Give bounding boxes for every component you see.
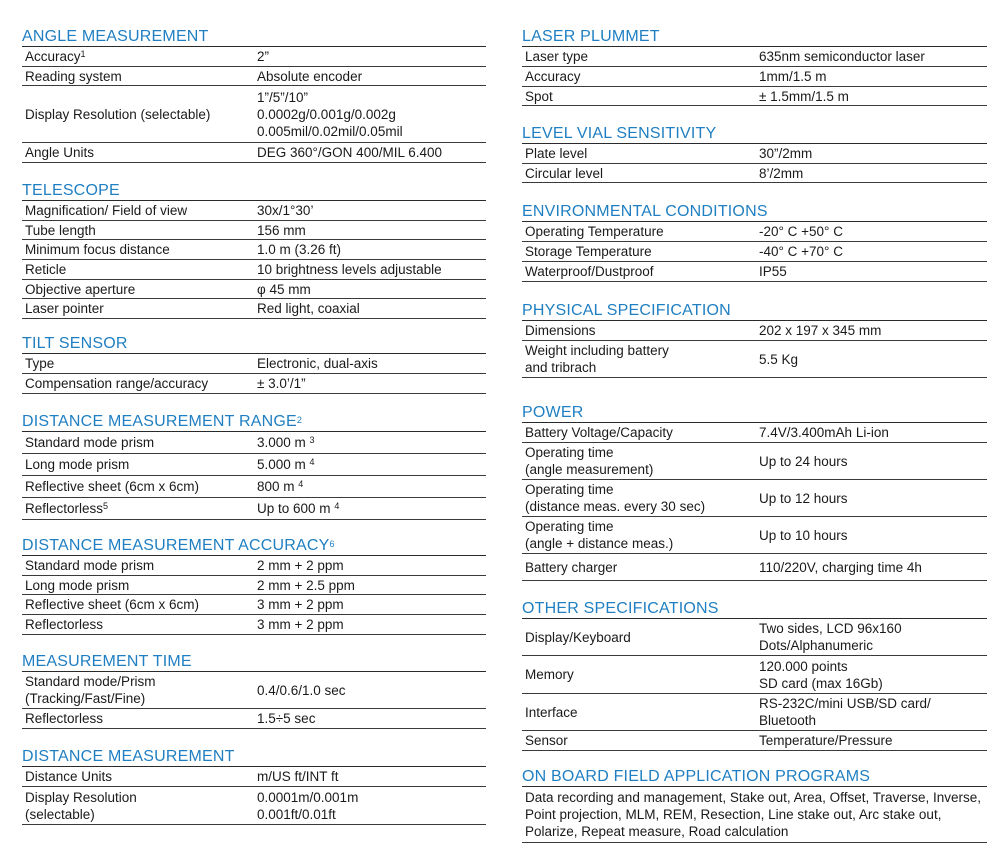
section-title-text: LEVEL VIAL SENSITIVITY	[522, 125, 717, 142]
spec-label	[25, 260, 66, 279]
section-title	[22, 653, 486, 671]
spec-value-text: 1mm/1.5 m	[759, 69, 827, 84]
spec-label	[25, 86, 210, 142]
spec-value-text: 5.000 m	[257, 457, 306, 472]
section-laser-plummet	[522, 28, 987, 106]
spec-row	[522, 321, 987, 341]
spec-table	[22, 671, 486, 729]
spec-row	[22, 672, 486, 709]
spec-label	[25, 556, 154, 575]
section-title	[22, 28, 486, 46]
spec-label-text: Memory	[525, 667, 574, 682]
spec-value-text: 0.4/0.6/1.0 sec	[257, 682, 346, 698]
spec-label	[25, 432, 154, 453]
section-title	[522, 203, 987, 221]
spec-label-text: Display Resolution (selectable)	[25, 789, 137, 822]
section-title-text: ANGLE MEASUREMENT	[22, 28, 209, 45]
spec-value-text: ± 3.0’/1”	[257, 376, 306, 391]
spec-row	[522, 144, 987, 164]
spec-row	[522, 262, 987, 282]
spec-label-text: Reflectorless	[25, 617, 104, 632]
spec-value-text: IP55	[759, 264, 787, 279]
spec-row	[22, 201, 486, 221]
spec-value	[759, 554, 985, 580]
section-distance-measurement	[22, 748, 486, 825]
spec-label	[525, 517, 673, 553]
spec-row	[522, 694, 987, 731]
spec-label-text: Reflective sheet (6cm x 6cm)	[25, 479, 200, 494]
spec-value-text: 5.5 Kg	[759, 351, 799, 367]
spec-value	[759, 517, 985, 553]
spec-value-text: 1.5÷5 sec	[257, 711, 316, 726]
spec-value-text: 10 brightness levels adjustable	[257, 262, 442, 277]
spec-label-text: Reading system	[25, 68, 122, 84]
section-title-text: POWER	[522, 404, 584, 421]
spec-label	[25, 498, 108, 519]
spec-value	[759, 443, 985, 479]
spec-label	[525, 222, 664, 241]
spec-label	[25, 595, 199, 614]
spec-label-text: Laser type	[525, 49, 589, 64]
spec-row	[22, 556, 486, 576]
spec-row	[522, 47, 987, 67]
spec-label-text: Operating time (distance meas. every 30 sec)	[525, 482, 706, 514]
spec-row	[22, 595, 486, 615]
spec-label	[525, 656, 574, 693]
spec-label	[525, 47, 588, 66]
spec-value	[257, 595, 484, 614]
spec-value	[759, 262, 985, 281]
spec-value-text: RS-232C/mini USB/SD card/ Bluetooth	[759, 696, 931, 728]
section-title	[22, 182, 486, 200]
spec-value-text: 3.000 m	[257, 435, 306, 450]
spec-label	[525, 443, 653, 479]
spec-label-text: Plate level	[525, 146, 588, 161]
spec-value	[759, 321, 985, 340]
spec-value	[759, 67, 985, 86]
spec-label-text: Waterproof/Dustproof	[525, 264, 654, 279]
spec-label	[525, 480, 705, 516]
spec-row	[22, 280, 486, 299]
spec-value	[759, 47, 985, 66]
section-title	[522, 600, 987, 618]
spec-value-text: 3 mm + 2 ppm	[257, 597, 344, 612]
spec-label-text: Type	[25, 356, 55, 371]
spec-value	[257, 374, 484, 393]
spec-label	[25, 221, 96, 239]
spec-label-text: Long mode prism	[25, 457, 130, 472]
spec-label	[25, 67, 122, 85]
spec-value-text: -20° C +50° C	[759, 224, 843, 239]
section-level-vial-sensitivity	[522, 125, 987, 183]
spec-value	[257, 498, 484, 519]
section-title-footnote: 6	[329, 539, 335, 549]
spec-table	[522, 422, 987, 581]
spec-value	[759, 480, 985, 516]
spec-row	[522, 67, 987, 87]
spec-label-text: Accuracy	[525, 69, 581, 84]
spec-row	[22, 454, 486, 476]
spec-value-text: 0.0001m/0.001m 0.001ft/0.01ft	[257, 789, 359, 822]
spec-label-text: Operating time (angle measurement)	[525, 445, 654, 477]
spec-label-text: Angle Units	[25, 145, 95, 160]
value-footnote: 3	[309, 435, 315, 445]
spec-value	[257, 86, 484, 142]
spec-label-text: Interface	[525, 704, 578, 720]
spec-row	[22, 143, 486, 163]
spec-row	[522, 619, 987, 656]
spec-value	[759, 144, 985, 163]
spec-value	[257, 476, 484, 497]
section-title	[22, 335, 486, 353]
spec-row	[22, 67, 486, 86]
spec-label	[25, 787, 137, 824]
spec-label	[525, 694, 578, 730]
section-title-text: MEASUREMENT TIME	[22, 653, 192, 670]
spec-value	[257, 143, 484, 162]
spec-label	[25, 576, 129, 594]
spec-label-text: Sensor	[525, 733, 568, 748]
spec-label	[25, 767, 112, 786]
section-other-specifications	[522, 600, 987, 751]
spec-value	[257, 556, 484, 575]
spec-label-text: Battery charger	[525, 559, 618, 575]
section-tilt-sensor	[22, 335, 486, 394]
section-power	[522, 404, 987, 581]
spec-row	[522, 341, 987, 378]
spec-value-text: Up to 24 hours	[759, 453, 848, 469]
spec-label-text: Reflective sheet (6cm x 6cm)	[25, 597, 200, 612]
spec-value-text: m/US ft/INT ft	[257, 769, 339, 784]
spec-value	[257, 787, 484, 824]
spec-label-text: Objective aperture	[25, 281, 136, 297]
spec-value-text: 30x/1°30’	[257, 203, 314, 218]
spec-value	[759, 87, 985, 105]
spec-label	[525, 87, 553, 105]
spec-label-text: Accuracy	[25, 49, 81, 64]
section-physical-specification	[522, 302, 987, 378]
section-title	[522, 28, 987, 46]
spec-label	[525, 144, 587, 163]
spec-row	[22, 787, 486, 825]
spec-table	[522, 786, 987, 843]
spec-value	[257, 240, 484, 259]
spec-label-text: Laser pointer	[25, 301, 104, 316]
spec-value-text: Red light, coaxial	[257, 301, 360, 316]
section-title-text: DISTANCE MEASUREMENT RANGE	[22, 413, 297, 430]
section-title-text: DISTANCE MEASUREMENT	[22, 748, 235, 765]
spec-value	[257, 454, 484, 475]
spec-value	[759, 222, 985, 241]
spec-value	[759, 731, 985, 750]
spec-row	[522, 87, 987, 106]
spec-value-text: 2 mm + 2 ppm	[257, 558, 344, 573]
spec-label-text: Reflectorless	[25, 711, 104, 726]
spec-value	[257, 354, 484, 373]
section-title-footnote: 2	[296, 415, 303, 425]
spec-label-text: Reflectorless	[25, 501, 104, 516]
spec-value	[257, 299, 484, 318]
spec-value-text: Up to 10 hours	[759, 527, 848, 543]
section-title-text: TILT SENSOR	[22, 335, 128, 352]
programs-list: Data recording and management, Stake out, Area, Offset, Traverse, Inverse, Point projection, MLM, REM, Resection, Line stake out, Arc stake out, Polarize, Repeat measure, Road calculation	[525, 790, 981, 839]
spec-value-text: 8’/2mm	[759, 165, 804, 181]
spec-label	[25, 709, 103, 728]
spec-table	[22, 46, 486, 163]
section-distance-measurement-range	[22, 413, 486, 520]
spec-value	[257, 201, 484, 220]
spec-label-text: Operating Temperature	[525, 224, 664, 239]
spec-row	[22, 374, 486, 394]
spec-value-text: Two sides, LCD 96x160 Dots/Alphanumeric	[759, 621, 902, 653]
spec-row	[522, 242, 987, 262]
section-title	[22, 413, 486, 431]
section-title-text: DISTANCE MEASUREMENT ACCURACY	[22, 537, 330, 554]
spec-label-text: Standard mode/Prism (Tracking/Fast/Fine)	[25, 674, 156, 706]
spec-label-text: Standard mode prism	[25, 558, 155, 573]
spec-row	[522, 164, 987, 183]
spec-label-text: Distance Units	[25, 769, 113, 784]
spec-value-text: 3 mm + 2 ppm	[257, 617, 344, 632]
spec-label-text: Dimensions	[525, 323, 596, 338]
section-telescope	[22, 182, 486, 319]
section-title-text: ENVIRONMENTAL CONDITIONS	[522, 203, 768, 220]
spec-value-text: 202 x 197 x 345 mm	[759, 323, 882, 338]
spec-row	[22, 86, 486, 143]
spec-value	[759, 423, 985, 442]
spec-row	[522, 517, 987, 554]
spec-label	[525, 67, 581, 86]
spec-label	[525, 262, 654, 281]
spec-label-text: Compensation range/accuracy	[25, 376, 209, 391]
spec-row	[522, 656, 987, 694]
spec-row-full	[522, 787, 987, 843]
spec-value-text: 30”/2mm	[759, 146, 813, 161]
spec-table	[22, 431, 486, 520]
section-title-text: PHYSICAL SPECIFICATION	[522, 302, 731, 319]
spec-value	[257, 576, 484, 594]
spec-value-text: Temperature/Pressure	[759, 733, 893, 748]
spec-value	[257, 47, 484, 66]
spec-value-text: 2 mm + 2.5 ppm	[257, 577, 355, 593]
spec-row	[22, 260, 486, 280]
spec-label	[25, 47, 86, 66]
spec-value-text: Electronic, dual-axis	[257, 356, 378, 371]
spec-table	[522, 221, 987, 282]
spec-value-text: DEG 360°/GON 400/MIL 6.400	[257, 145, 442, 160]
section-title	[522, 768, 987, 786]
spec-label	[525, 242, 652, 261]
spec-label-text: Operating time (angle + distance meas.)	[525, 519, 674, 551]
spec-label	[25, 374, 208, 393]
spec-value	[759, 341, 985, 377]
spec-value-text: 2”	[257, 49, 270, 64]
spec-label	[525, 619, 631, 655]
spec-row	[22, 47, 486, 67]
spec-value	[257, 67, 484, 85]
spec-value-text: 120.000 points SD card (max 16Gb)	[759, 658, 883, 691]
spec-label-text: Storage Temperature	[525, 244, 652, 259]
spec-table	[522, 618, 987, 751]
spec-table	[22, 555, 486, 635]
section-title	[522, 125, 987, 143]
spec-value	[257, 672, 484, 708]
spec-label-text: Reticle	[25, 262, 67, 277]
spec-label-text: Circular level	[525, 165, 604, 181]
spec-value	[759, 694, 985, 730]
section-title	[522, 302, 987, 320]
spec-value-text: 800 m	[257, 479, 295, 494]
spec-value-text: 635nm semiconductor laser	[759, 49, 925, 64]
spec-row	[22, 432, 486, 454]
spec-label	[25, 201, 187, 220]
spec-value-text: 110/220V, charging time 4h	[759, 559, 922, 575]
spec-row	[522, 423, 987, 443]
spec-value	[257, 260, 484, 279]
spec-label	[25, 240, 170, 259]
spec-label-text: Spot	[525, 88, 553, 104]
spec-value	[759, 656, 985, 693]
spec-label-text: Magnification/ Field of view	[25, 203, 188, 218]
value-footnote: 4	[334, 501, 340, 511]
spec-label-text: Tube length	[25, 222, 96, 238]
spec-row	[22, 299, 486, 319]
spec-row	[22, 709, 486, 729]
spec-value	[257, 615, 484, 634]
section-title-text: LASER PLUMMET	[522, 28, 660, 45]
spec-label	[25, 280, 135, 298]
section-angle-measurement	[22, 28, 486, 163]
spec-value-text: 7.4V/3.400mAh Li-ion	[759, 425, 889, 440]
spec-row	[522, 731, 987, 751]
spec-table	[522, 320, 987, 378]
spec-row	[22, 767, 486, 787]
spec-value	[257, 221, 484, 239]
section-distance-measurement-accuracy	[22, 537, 486, 635]
spec-label	[25, 299, 104, 318]
section-title-text: OTHER SPECIFICATIONS	[522, 600, 719, 617]
section-measurement-time	[22, 653, 486, 729]
spec-label	[25, 672, 156, 708]
value-footnote: 4	[298, 479, 304, 489]
spec-label	[25, 143, 94, 162]
spec-value	[257, 767, 484, 786]
spec-value-text: 1.0 m (3.26 ft)	[257, 242, 342, 257]
section-title-text: TELESCOPE	[22, 182, 120, 199]
spec-value	[759, 164, 985, 182]
value-footnote: 4	[309, 457, 315, 467]
spec-row	[22, 240, 486, 260]
spec-label	[25, 615, 103, 634]
spec-row	[22, 498, 486, 520]
spec-table	[522, 143, 987, 183]
section-title	[22, 537, 486, 555]
spec-row	[522, 222, 987, 242]
spec-value-text: Up to 600 m	[257, 501, 331, 516]
spec-row	[22, 576, 486, 595]
spec-label	[525, 321, 596, 340]
spec-row	[522, 554, 987, 581]
spec-value-text: Up to 12 hours	[759, 490, 848, 506]
spec-table	[522, 46, 987, 106]
spec-label-text: Display Resolution (selectable)	[25, 106, 211, 122]
section-title-text: ON BOARD FIELD APPLICATION PROGRAMS	[522, 768, 871, 785]
spec-value	[759, 242, 985, 261]
spec-label	[25, 454, 129, 475]
spec-label	[25, 354, 54, 373]
spec-label-text: Display/Keyboard	[525, 629, 631, 645]
spec-label	[525, 731, 568, 750]
spec-row	[22, 221, 486, 240]
spec-value-text: 1”/5”/10” 0.0002g/0.001g/0.002g 0.005mil/0.02mil/0.05mil	[257, 89, 403, 139]
label-footnote: 1	[80, 49, 86, 59]
spec-label	[525, 554, 617, 580]
spec-row	[22, 615, 486, 635]
spec-label-text: Weight including battery and tribrach	[525, 343, 669, 375]
spec-label	[25, 476, 199, 497]
spec-label-text: Battery Voltage/Capacity	[525, 425, 673, 440]
spec-row	[22, 354, 486, 374]
spec-value	[257, 709, 484, 728]
spec-value-text: 156 mm	[257, 222, 306, 238]
spec-row	[522, 443, 987, 480]
spec-label	[525, 164, 603, 182]
spec-value-text: Absolute encoder	[257, 68, 363, 84]
spec-label-text: Standard mode prism	[25, 435, 155, 450]
spec-value	[257, 432, 484, 453]
spec-table	[22, 200, 486, 319]
spec-value	[257, 280, 484, 298]
spec-label-text: Long mode prism	[25, 577, 130, 593]
spec-label-text: Minimum focus distance	[25, 242, 170, 257]
spec-label	[525, 423, 673, 442]
spec-value-text: φ 45 mm	[257, 281, 311, 297]
spec-row	[522, 480, 987, 517]
section-title	[522, 404, 987, 422]
spec-label	[525, 341, 669, 377]
spec-table	[22, 766, 486, 825]
spec-table	[22, 353, 486, 394]
section-on-board-programs	[522, 768, 987, 843]
label-footnote: 5	[103, 501, 109, 511]
section-environmental-conditions	[522, 203, 987, 282]
spec-row	[22, 476, 486, 498]
section-title	[22, 748, 486, 766]
spec-value-text: -40° C +70° C	[759, 244, 843, 259]
spec-value	[759, 619, 985, 655]
spec-value-text: ± 1.5mm/1.5 m	[759, 88, 849, 104]
